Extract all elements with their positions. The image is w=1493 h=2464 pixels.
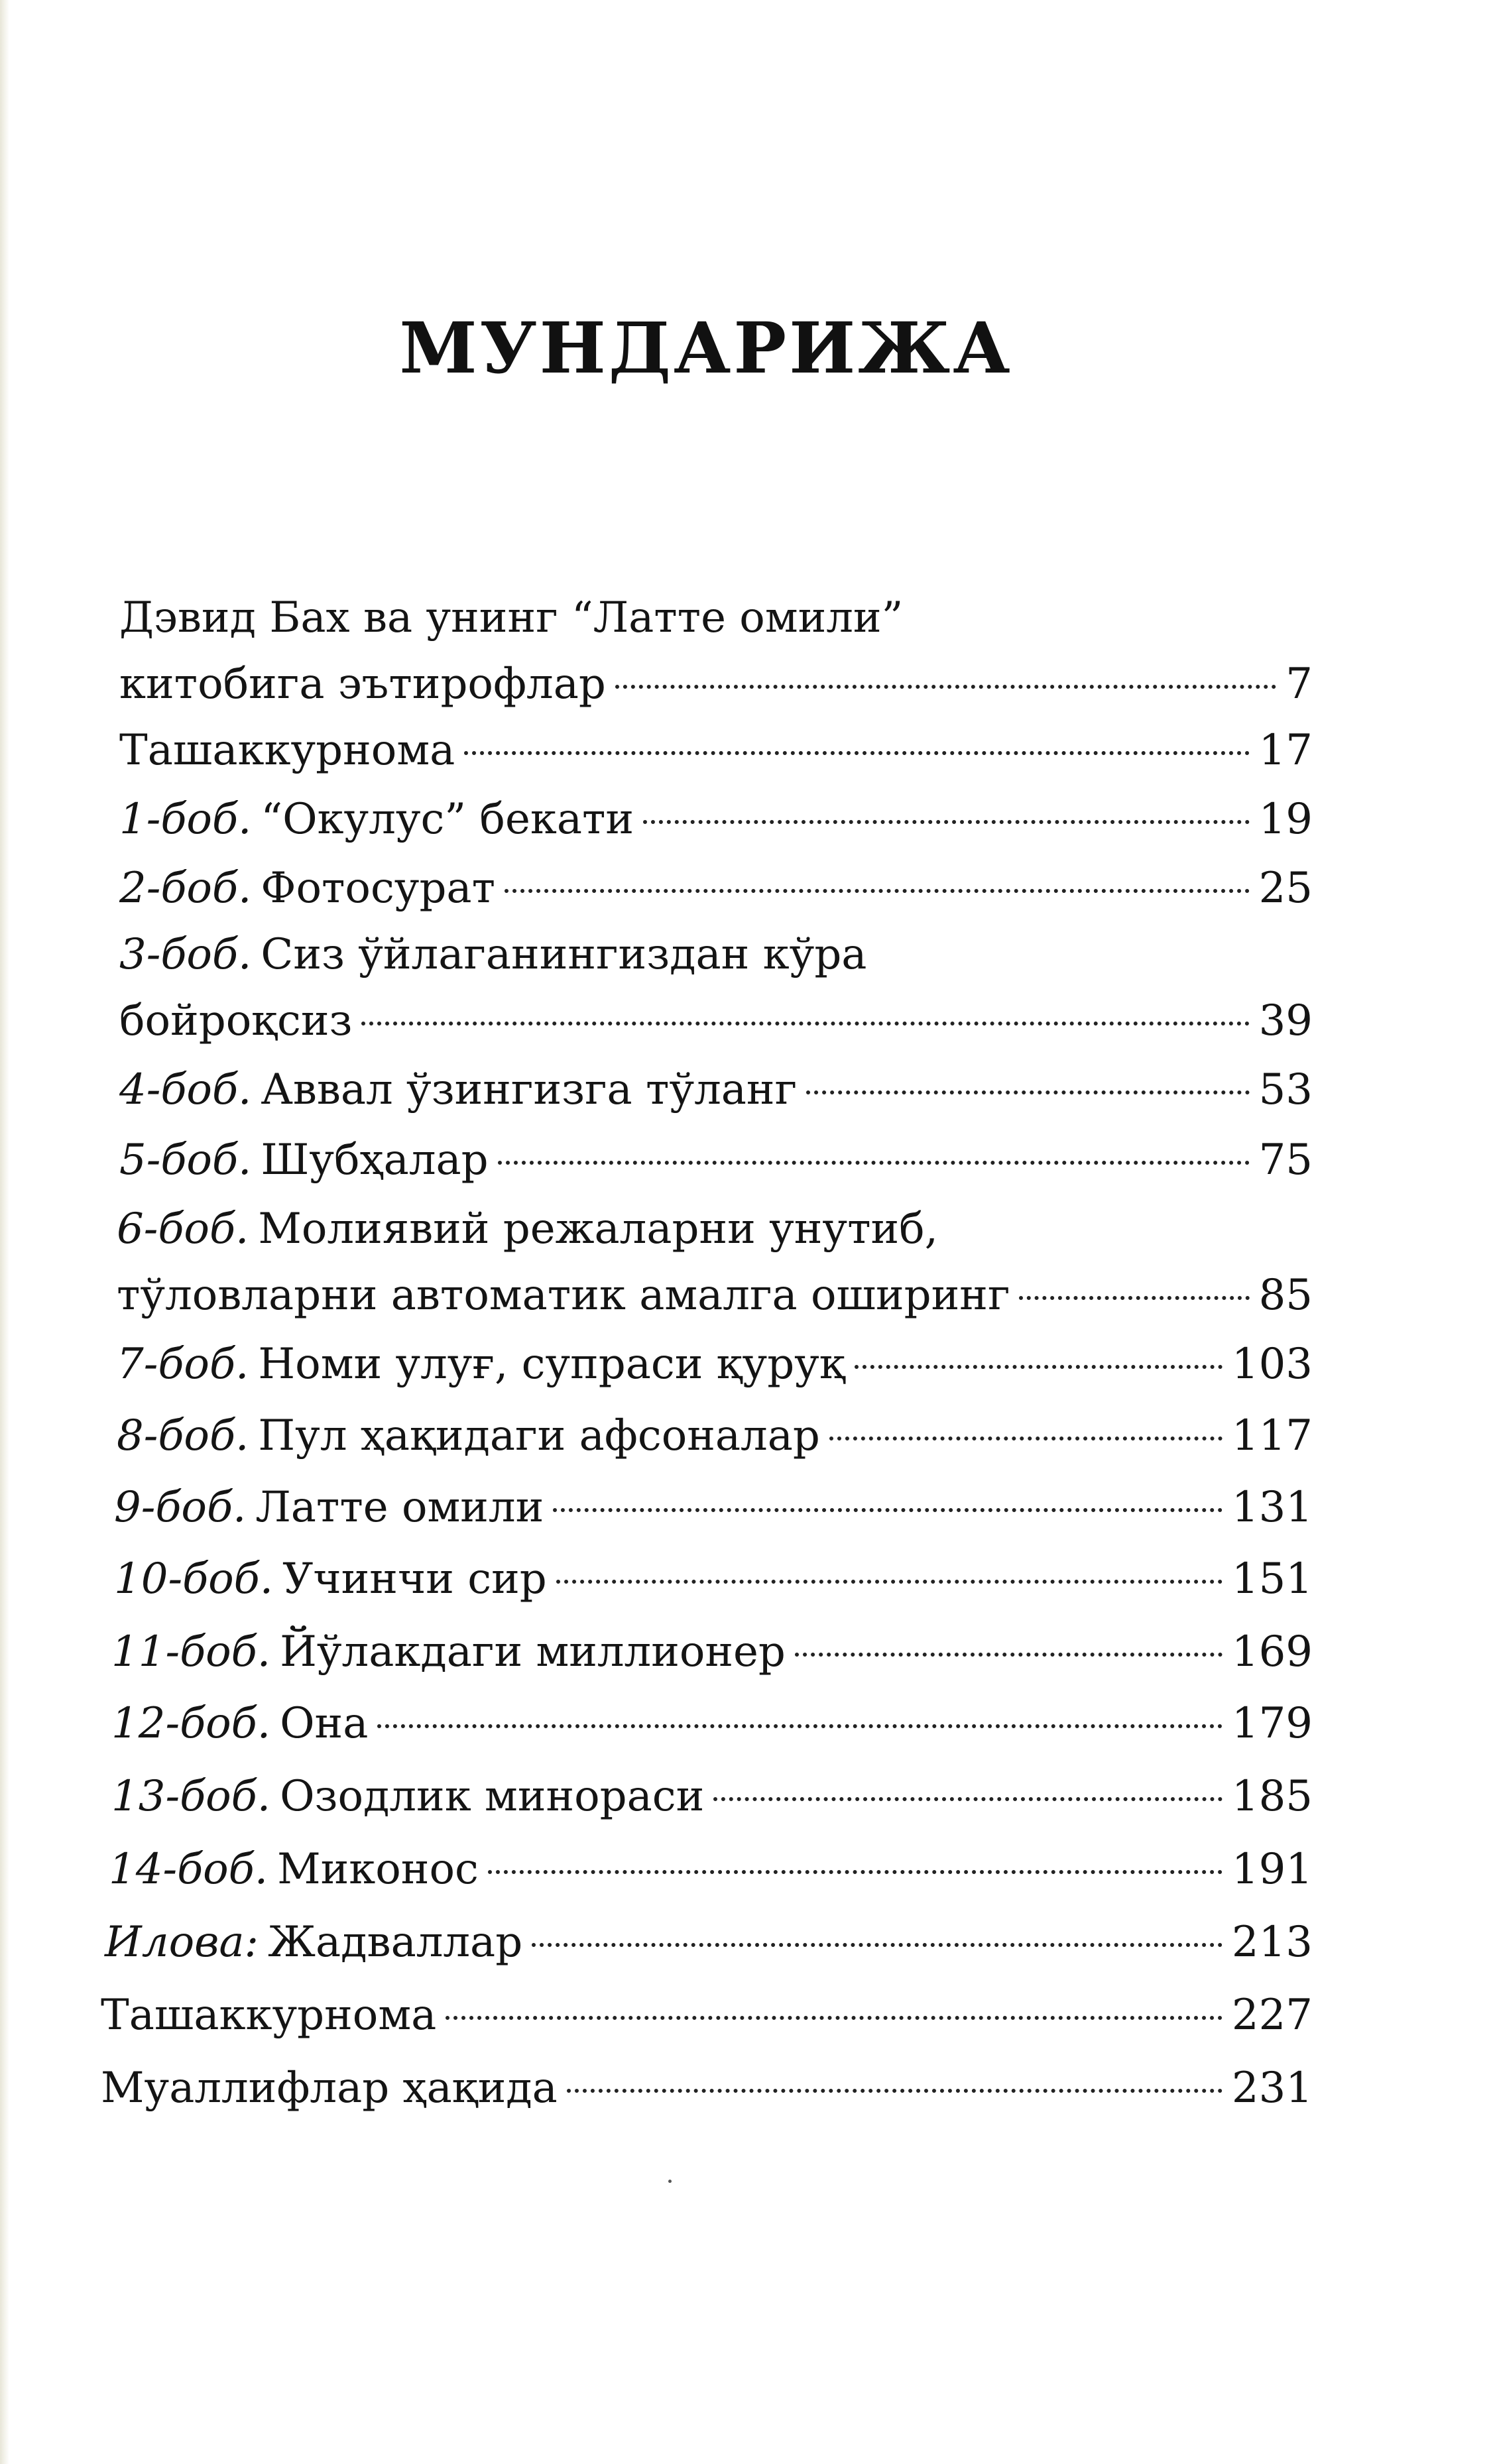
toc-page-number: 213 [1231,1918,1313,1967]
dot-leader [855,1365,1223,1369]
dot-leader [464,751,1249,755]
toc-entry-title: Миконос [277,1845,479,1894]
toc-page-number: 85 [1258,1271,1313,1320]
toc-chapter-label: 1-боб. [119,795,252,844]
toc-entry[interactable] [111,1625,1313,1678]
dot-leader [713,1797,1223,1801]
toc-chapter-label: 7-боб. [117,1340,249,1389]
toc-entry-title: Фотосурат [261,864,495,913]
toc-chapter-label: 14-боб. [109,1845,269,1894]
toc-entry[interactable] [114,1481,1313,1534]
toc-entry-title: китобига эътирофлар [119,660,606,709]
dot-leader [1019,1296,1249,1300]
toc-entry[interactable] [111,1697,1313,1750]
dot-leader [361,1022,1249,1026]
dot-leader [556,1580,1223,1584]
dot-leader [829,1437,1223,1440]
toc-entry[interactable] [119,724,1313,777]
toc-chapter-label: 2-боб. [119,864,252,913]
toc-entry-line1 [119,928,866,981]
toc-entry-title: Муаллифлар ҳақида [101,2064,558,2113]
toc-chapter-label: 5-боб. [119,1136,252,1185]
toc-page-number: 117 [1231,1411,1313,1460]
toc-entry-title: Пул ҳақидаги афсоналар [258,1411,820,1460]
toc-entry[interactable] [114,1553,1313,1606]
toc-page-number: 103 [1231,1340,1313,1389]
toc-page-number: 191 [1231,1845,1313,1894]
toc-entry[interactable] [119,994,1313,1047]
toc-page-number: 75 [1258,1136,1313,1185]
toc-entry[interactable] [117,1409,1313,1462]
toc-entry-title: Ташаккурнома [119,726,455,775]
dot-leader [806,1090,1249,1094]
toc-entry[interactable] [117,1269,1313,1322]
toc-entry-title: бойроқсиз [119,996,353,1045]
toc-entry-title: тўловларни автоматик амалга оширинг [117,1271,1010,1320]
toc-chapter-label: 11-боб. [111,1627,271,1676]
toc-page-number: 131 [1231,1483,1313,1532]
dot-leader [615,685,1276,689]
toc-page-number: 39 [1258,996,1313,1045]
page-title: МУНДАРИЖА [399,306,1013,389]
toc-entry[interactable] [101,1989,1313,2042]
toc-page-number: 151 [1231,1555,1313,1604]
dot-leader [643,820,1250,824]
toc-page-number: 53 [1258,1065,1313,1114]
toc-entry-line1: Дэвид Бах ва унинг “Латте омили” [119,593,904,642]
dot-leader [488,1870,1223,1874]
toc-chapter-label: 3-боб. [119,930,252,979]
toc-page-number: 185 [1231,1772,1313,1821]
toc-page-number: 169 [1231,1627,1313,1676]
dot-leader [567,2089,1223,2093]
toc-entry-title: Она [280,1699,369,1748]
toc-entry[interactable] [101,2062,1313,2115]
toc-chapter-label: 8-боб. [117,1411,249,1460]
toc-entry-title: Шубҳалар [261,1136,489,1185]
toc-entry-title: Озодлик минораси [280,1772,705,1821]
toc-entry[interactable] [119,793,1313,846]
dot-leader [505,889,1250,893]
toc-entry[interactable] [117,1338,1313,1391]
toc-entry[interactable] [119,862,1313,915]
toc-entry[interactable] [105,1916,1313,1969]
toc-page-number: 227 [1231,1991,1313,2040]
toc-entry-title: Жадваллар [268,1918,523,1967]
toc-page-number: 19 [1258,795,1313,844]
toc-page-number: 179 [1231,1699,1313,1748]
toc-chapter-label: 10-боб. [114,1555,274,1604]
toc-entry[interactable] [119,658,1313,711]
toc-chapter-label: 9-боб. [114,1483,247,1532]
print-speck [668,2180,672,2183]
toc-entry-title: Латте омили [255,1483,544,1532]
toc-entry-title: Молиявий режаларни унутиб, [258,1204,938,1254]
toc-entry-title: “Окулус” бекати [261,795,634,844]
toc-entry[interactable] [111,1770,1313,1823]
toc-entry-title: Номи улуғ, супраси қуруқ [258,1340,845,1389]
toc-chapter-label: 13-боб. [111,1772,271,1821]
toc-entry-title: Ташаккурнома [101,1991,437,2040]
toc-entry-title: Учинчи сир [282,1555,547,1604]
toc-appendix-label: Илова: [105,1918,259,1967]
dot-leader [553,1508,1223,1512]
toc-page-number: 17 [1258,726,1313,775]
toc-entry-title: Аввал ўзингизга тўланг [261,1065,798,1114]
dot-leader [377,1724,1223,1728]
toc-page-number: 7 [1285,660,1313,709]
toc-page-number: 25 [1258,864,1313,913]
dot-leader [498,1161,1250,1165]
dot-leader [446,2016,1223,2020]
toc-entry-line1 [117,1203,938,1256]
toc-chapter-label: 6-боб. [117,1204,249,1254]
toc-entry-title: Йўлакдаги миллионер [280,1627,786,1676]
toc-chapter-label: 12-боб. [111,1699,271,1748]
toc-entry-title: Сиз ўйлаганингиздан кўра [261,930,867,979]
toc-entry[interactable] [109,1843,1313,1896]
toc-entry[interactable] [119,1134,1313,1187]
toc-entry[interactable] [119,1063,1313,1116]
toc-page-number: 231 [1231,2064,1313,2113]
dot-leader [795,1653,1223,1657]
dot-leader [532,1943,1223,1947]
toc-chapter-label: 4-боб. [119,1065,252,1114]
